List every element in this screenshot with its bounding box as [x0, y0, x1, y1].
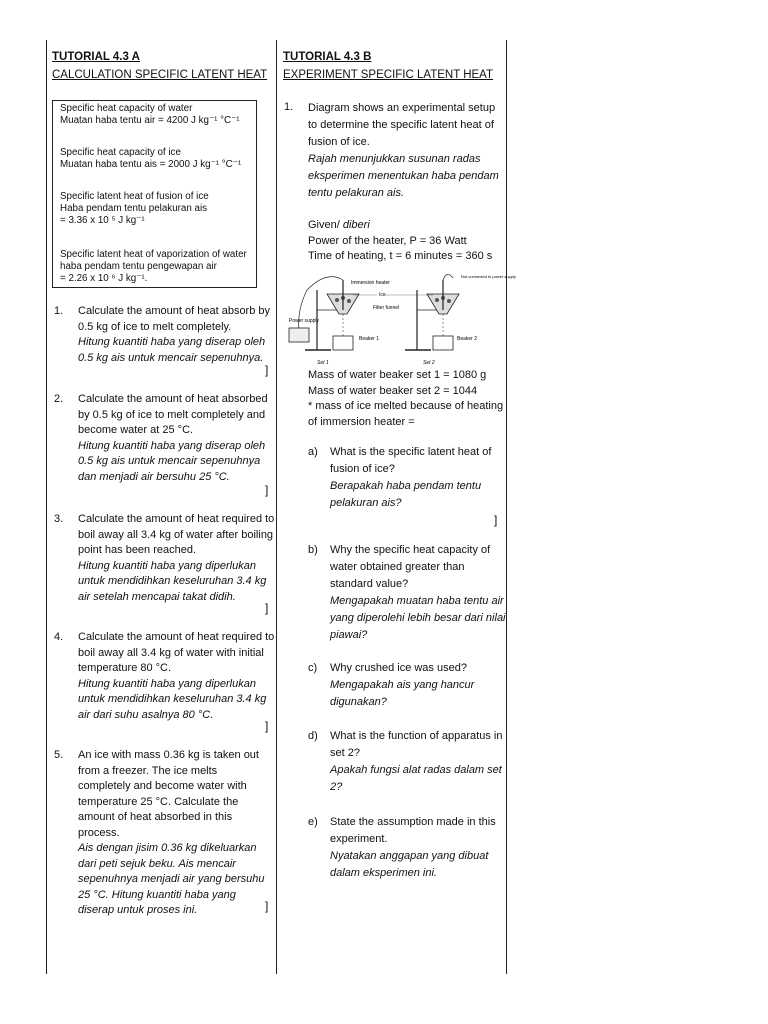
tutorial-b-header [283, 50, 503, 82]
constant-ms: Muatan haba tentu ais = 2000 J kg⁻¹ °C⁻¹ [60, 159, 242, 170]
question-text-en: Calculate the amount of heat required to boil away all 3.4 kg of water with initial temperature 80 °C. [78, 631, 275, 674]
ice-icon [447, 299, 451, 303]
constant-ice-heat [60, 147, 241, 171]
question-text-en: Calculate the amount of heat required to boil away all 3.4 kg of water after boiling point has been reached. [78, 513, 275, 556]
subquestion-label: e) [308, 816, 318, 828]
given-block [308, 218, 506, 265]
not-connected-label: Not connected to power supply [461, 274, 516, 279]
left-margin-line [46, 40, 47, 974]
subquestion-label: c) [308, 662, 318, 674]
tutorial-a-subtitle: CALCULATION SPECIFIC LATENT HEAT [52, 69, 268, 81]
constant-value: = 2.26 x 10 ⁶ J kg⁻¹. [60, 273, 148, 284]
question-text-ms: Hitung kuantiti haba yang diperlukan untuk mendidihkan keseluruhan 3.4 kg air dari suhu asalnya 80 °C. [78, 677, 267, 721]
constant-fusion [60, 191, 209, 227]
mass-beaker-2: Mass of water beaker set 2 = 1044 [308, 384, 478, 397]
constant-en: Specific latent heat of fusion of ice [60, 191, 209, 202]
constant-en: Specific latent heat of vaporization of water [60, 249, 247, 260]
constant-ms: Haba pendam tentu pelakuran ais [60, 203, 208, 214]
question-text-en: Calculate the amount of heat absorbed by 0.5 kg of ice to melt completely and become water at 25 °C. [78, 393, 268, 436]
constant-ms: Muatan haba tentu air = 4200 J kg⁻¹ °C⁻¹ [60, 115, 240, 126]
answer-bracket: ] [265, 899, 269, 913]
ice-melted-note: * mass of ice melted because of heating of immersion heater = [308, 400, 504, 428]
column-divider [276, 40, 277, 974]
right-margin-line [506, 40, 507, 974]
heater-cable-2 [443, 274, 453, 280]
subquestion-text-en: Why crushed ice was used? [330, 662, 467, 674]
set-1-label: Set 1 [317, 360, 329, 366]
constant-en: Specific heat capacity of ice [60, 147, 181, 158]
question-number: 2. [54, 393, 64, 405]
constant-vaporization [60, 249, 247, 285]
given-label-ms: diberi [342, 219, 370, 231]
subquestion-text-ms: Berapakah haba pendam tentu pelakuran ais? [330, 480, 482, 509]
subquestion-text-ms: Mengapakah ais yang hancur digunakan? [330, 679, 475, 708]
heating-time: Time of heating, t = 6 minutes = 360 s [308, 250, 493, 262]
tutorial-a-header [52, 50, 272, 82]
constants-box [52, 100, 257, 288]
answer-bracket: ] [265, 363, 269, 377]
subquestion-text-en: State the assumption made in this experiment. [330, 816, 496, 845]
ice-icon [347, 299, 351, 303]
answer-bracket: ] [265, 719, 269, 733]
subquestion-text-en: Why the specific heat capacity of water obtained greater than standard value? [330, 544, 491, 590]
question-text-ms: Hitung kuantiti haba yang diserap oleh 0.5 kg ais untuk mencair sepenuhnya. [78, 336, 266, 364]
beaker-2 [433, 336, 453, 350]
filter-funnel-label: Filter funnel [373, 305, 400, 311]
subquestion-text-ms: Nyatakan anggapan yang dibuat dalam eksperimen ini. [330, 850, 489, 879]
answer-bracket: ] [265, 601, 269, 615]
question-number: 1. [54, 305, 64, 317]
constant-water-heat [60, 103, 240, 127]
question-number: 3. [54, 513, 64, 525]
constant-en: Specific heat capacity of water [60, 103, 193, 114]
tutorial-b-subtitle: EXPERIMENT SPECIFIC LATENT HEAT [283, 69, 494, 81]
question-number: 1. [284, 101, 294, 113]
subquestion-text-ms: Mengapakah muatan haba tentu air yang diperolehi lebih besar dari nilai piawai? [330, 595, 506, 641]
question-number: 5. [54, 749, 64, 761]
mass-beaker-1: Mass of water beaker set 1 = 1080 g [308, 369, 487, 381]
question-text-en: An ice with mass 0.36 kg is taken out from a freezer. The ice melts completely and become water with temperature 25 °C. Calculate the amount of heat absorbed in this process. [78, 749, 259, 839]
heater-power: Power of the heater, P = 36 Watt [308, 234, 467, 247]
constant-value: = 3.36 x 10 ⁵ J kg⁻¹ [60, 215, 145, 226]
beaker-1 [333, 336, 353, 350]
answer-bracket: ] [494, 513, 498, 527]
ice-label: Ice [379, 292, 386, 298]
subquestion-label: d) [308, 730, 318, 742]
ice-icon [335, 298, 339, 302]
subquestion-text-en: What is the function of apparatus in set 2? [330, 730, 503, 759]
given-label: Given/ [308, 219, 343, 231]
answer-bracket: ] [265, 483, 269, 497]
question-number: 4. [54, 631, 64, 643]
question-text-en: Diagram shows an experimental setup to determine the specific latent heat of fusion of ice. [308, 102, 496, 148]
constant-ms: haba pendam tentu pengewapan air [60, 261, 217, 272]
beaker-2-label: Beaker 2 [457, 336, 478, 342]
subquestion-text-en: What is the specific latent heat of fusion of ice? [330, 446, 492, 475]
ice-icon [435, 298, 439, 302]
beaker-1-label: Beaker 1 [359, 336, 380, 342]
question-text-ms: Ais dengan jisim 0.36 kg dikeluarkan dari peti sejuk beku. Ais mencair sepenuhnya menjadi air yang bersuhu 25 °C. Hitung kuantiti haba yang diserap untuk proses ini. [78, 842, 265, 916]
power-supply-label: Power supply [289, 318, 320, 324]
tutorial-b-title: TUTORIAL 4.3 B [283, 51, 372, 63]
set-2-label: Set 2 [423, 360, 435, 366]
subquestion-label: b) [308, 544, 318, 556]
immersion-heater-label: Immersion heater [351, 280, 390, 286]
experiment-diagram [287, 270, 516, 368]
tutorial-a-title: TUTORIAL 4.3 A [52, 51, 140, 63]
power-supply [289, 328, 309, 342]
question-text-en: Calculate the amount of heat absorb by 0.5 kg of ice to melt completely. [78, 305, 271, 333]
question-text-ms: Rajah menunjukkan susunan radas eksperimen menentukan haba pendam tentu pelakuran ais. [308, 153, 499, 199]
given-line [308, 218, 506, 234]
question-text-ms: Hitung kuantiti haba yang diserap oleh 0.5 kg ais untuk mencair sepenuhnya dan menjadi air bersuhu 25 °C. [78, 439, 266, 483]
question-text-ms: Hitung kuantiti haba yang diperlukan untuk mendidihkan keseluruhan 3.4 kg air setelah mencapai takat didih. [78, 559, 267, 603]
subquestion-label: a) [308, 446, 318, 458]
mass-readings [308, 368, 506, 430]
subquestion-text-ms: Apakah fungsi alat radas dalam set 2? [330, 764, 502, 793]
